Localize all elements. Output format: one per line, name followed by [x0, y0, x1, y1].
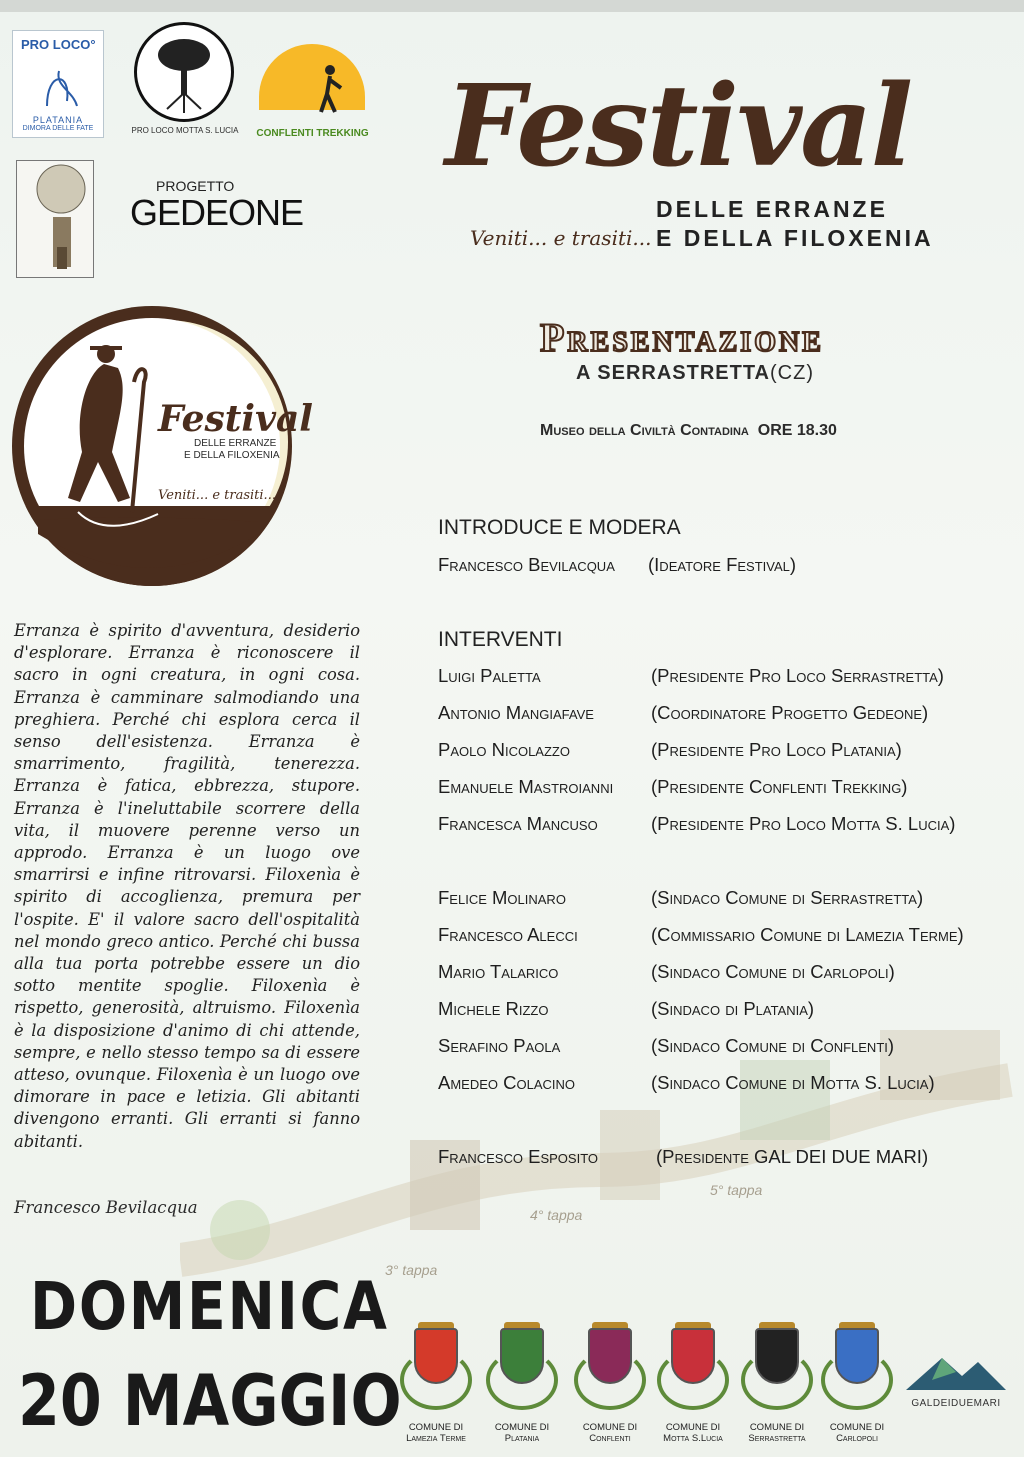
- progetto-gedeone-logo: [128, 178, 304, 234]
- speaker-role: (Presidente Conflenti Trekking): [651, 776, 908, 797]
- gedeone-label: GEDEONE: [130, 192, 304, 233]
- festival-subtitle-2: E DELLA FILOXENIA: [656, 225, 934, 251]
- shield-icon: [835, 1328, 879, 1384]
- motta-crest: [653, 1322, 733, 1442]
- shield-icon: [414, 1328, 458, 1384]
- festival-tagline: Veniti... e trasiti...: [470, 226, 652, 250]
- festival-title: Festival: [445, 61, 912, 192]
- speaker-role: (Presidente Pro Loco Motta S. Lucia): [651, 813, 956, 834]
- shield-icon: [755, 1328, 799, 1384]
- shield-icon: [588, 1328, 632, 1384]
- mayor-role: (Sindaco Comune di Serrastretta): [651, 887, 924, 908]
- conflenti-caption: CONFLENTI TREKKING: [256, 128, 369, 139]
- quote-author: Francesco Bevilacqua: [14, 1198, 198, 1217]
- tappa-5-label: 5° tappa: [710, 1182, 763, 1198]
- platania-sub-label: DIMORA DELLE FATE: [22, 125, 94, 132]
- time: ORE 18.30: [757, 422, 837, 439]
- speaker-role: (Presidente Pro Loco Platania): [651, 739, 902, 760]
- presentazione-heading: [540, 314, 824, 361]
- mountains-icon: [902, 1350, 1010, 1396]
- crest-caption: COMUNE DI Motta S.Lucia: [663, 1422, 723, 1444]
- tappa-3-label: 3° tappa: [385, 1262, 438, 1278]
- intro-name: Francesco Bevilacqua: [438, 554, 615, 575]
- festival-subtitle-1: DELLE ERRANZE: [656, 196, 888, 222]
- emblem-tagline: Veniti... e trasiti...: [158, 488, 276, 503]
- shield-icon: [500, 1328, 544, 1384]
- mayor-name: Mario Talarico: [438, 961, 559, 982]
- platania-crest: [482, 1322, 562, 1442]
- place-name: A SERRASTRETTA: [576, 362, 770, 384]
- mayor-role: (Sindaco di Platania): [651, 998, 815, 1019]
- crest-caption: COMUNE DI Serrastretta: [748, 1422, 806, 1444]
- proloco-label: PRO LOCO°: [21, 37, 96, 52]
- dancer-icon: [37, 61, 81, 111]
- emblem-sub1: DELLE ERRANZE: [194, 438, 277, 449]
- speaker-name: Emanuele Mastroianni: [438, 776, 614, 797]
- presentazione-text: Presentazione: [540, 315, 824, 360]
- clock-tower-icon: [17, 161, 93, 277]
- introduce-title: INTRODUCE E MODERA: [438, 516, 681, 539]
- sun-mountain-icon: [259, 44, 365, 110]
- gal-name: Francesco Esposito: [438, 1146, 599, 1167]
- emblem-title: Festival: [158, 398, 313, 440]
- speaker-name: Francesca Mancuso: [438, 813, 598, 834]
- serrastretta-crest: [737, 1322, 817, 1442]
- tree-circle-icon: [134, 22, 234, 122]
- conflenti-trekking-logo: [255, 44, 370, 144]
- event-venue-time: [540, 422, 837, 440]
- gal-dei-due-mari-logo: [902, 1350, 1010, 1420]
- proloco-platania-logo: [12, 30, 104, 138]
- mayor-name: Felice Molinaro: [438, 887, 566, 908]
- shield-icon: [671, 1328, 715, 1384]
- event-date: 20 MAGGIO: [18, 1360, 402, 1442]
- conflenti-crest: [570, 1322, 650, 1442]
- crest-caption: COMUNE DI Platania: [494, 1422, 550, 1444]
- crest-caption: COMUNE DI Carlopoli: [829, 1422, 885, 1444]
- event-place: [576, 362, 814, 385]
- carlopoli-crest: [817, 1322, 897, 1442]
- festival-emblem: [8, 302, 313, 590]
- emblem-sub2: E DELLA FILOXENIA: [184, 450, 280, 461]
- hiker-icon: [315, 64, 345, 114]
- lamezia-crest: [396, 1322, 476, 1442]
- tappa-4-label: 4° tappa: [530, 1207, 583, 1223]
- gal-caption: GALDEIDUEMARI: [911, 1398, 1001, 1409]
- gal-role: (Presidente GAL DEI DUE MARI): [656, 1146, 929, 1167]
- interventi-title: INTERVENTI: [438, 628, 563, 651]
- crest-caption: COMUNE DI Conflenti: [582, 1422, 638, 1444]
- motta-caption: PRO LOCO MOTTA S. LUCIA: [131, 126, 239, 135]
- crest-caption: COMUNE DI Lamezia Terme: [406, 1422, 466, 1444]
- mayor-role: (Commissario Comune di Lamezia Terme): [651, 924, 964, 945]
- mayor-role: (Sindaco Comune di Conflenti): [651, 1035, 895, 1056]
- progetto-label: PROGETTO: [156, 178, 235, 194]
- event-day: DOMENICA: [30, 1268, 389, 1345]
- province: (CZ): [770, 362, 814, 384]
- speaker-name: Luigi Paletta: [438, 665, 541, 686]
- mayor-name: Serafino Paola: [438, 1035, 561, 1056]
- mayor-name: Amedeo Colacino: [438, 1072, 576, 1093]
- mayor-role: (Sindaco Comune di Motta S. Lucia): [651, 1072, 935, 1093]
- proloco-serrastretta-logo: [16, 160, 94, 278]
- mayor-name: Francesco Alecci: [438, 924, 578, 945]
- proloco-motta-logo: [130, 22, 240, 142]
- erranza-quote: Erranza è spirito d'avventura, desiderio d'esplorare. Erranza è riconoscere il sacro in ogni creatura, in ogni cosa. Erranza è camminare salmodiando una preghiera. Perché chi esplora cerca il senso dell'esistenza. Erranza è smarrimento, fragilità, tenerezza. Erranza è fatica, ebbrezza, stupore. Erranza è l'ineluttabile scorrere della vita, il muovere perenne verso un approdo. Erranza è un luogo ove smarrirsi e infine ritrovarsi. Filoxenìa è spirito di accoglienza, premura per l'ospite. E' il valore sacro dell'ospitalità nel mondo greco antico. Perché chi bussa alla tua porta potrebbe essere un dio sotto mentite spoglie. Filoxenìa è rispetto, generosità, altruismo. Filoxenìa è la disposizione d'animo di chi attende, sempre, e nello stesso tempo sa di essere atteso, ovunque. Filoxenìa è un luogo ove dimorare in pace e letizia. Gli abitanti divengono erranti. Gli erranti si fanno abitanti.: [14, 621, 360, 1151]
- platania-label: PLATANIA: [32, 115, 84, 125]
- speaker-name: Antonio Mangiafave: [438, 702, 594, 723]
- top-bar: [0, 0, 1024, 12]
- speaker-role: (Presidente Pro Loco Serrastretta): [651, 665, 944, 686]
- intro-role: (Ideatore Festival): [648, 554, 797, 575]
- mayor-name: Michele Rizzo: [438, 998, 549, 1019]
- mayor-role: (Sindaco Comune di Carlopoli): [651, 961, 895, 982]
- speaker-name: Paolo Nicolazzo: [438, 739, 570, 760]
- venue: Museo della Civiltà Contadina: [540, 422, 749, 439]
- speaker-role: (Coordinatore Progetto Gedeone): [651, 702, 929, 723]
